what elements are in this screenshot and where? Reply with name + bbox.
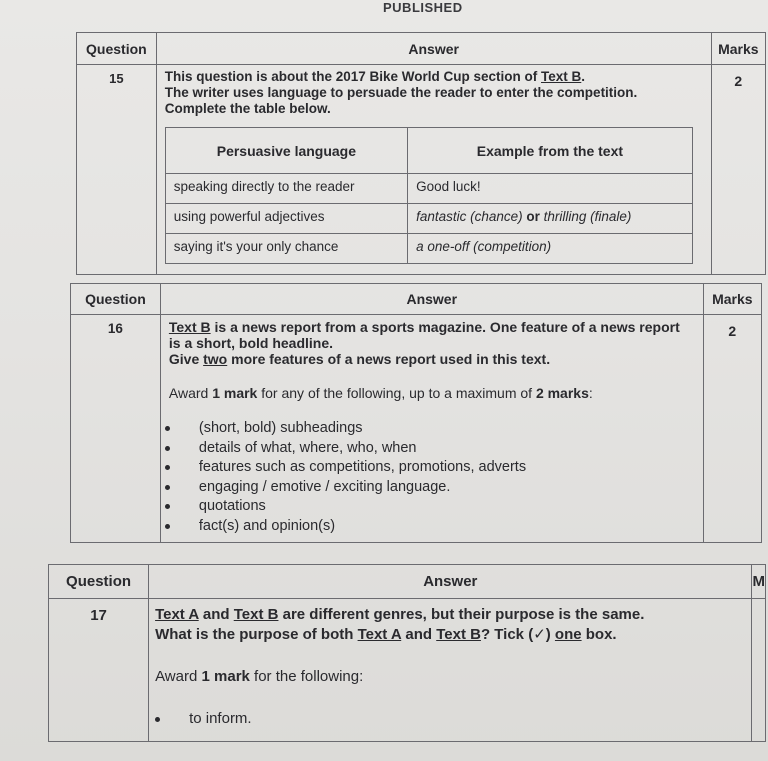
inner-header-row — [165, 128, 692, 174]
list-item: (short, bold) subheadings — [199, 419, 693, 439]
list-item: details of what, where, who, when — [199, 439, 693, 459]
persuasive-language-table — [165, 127, 693, 264]
marks-column-header: Marks — [711, 33, 765, 65]
list-item: to inform. — [189, 709, 741, 729]
question-number: 17 — [49, 599, 149, 742]
text-b-link: Text B — [541, 69, 582, 84]
award-instruction: Award 1 mark for the following: — [155, 668, 364, 685]
answer-column-header: Answer — [156, 33, 711, 65]
question-17-table — [48, 564, 766, 742]
list-item: features such as competitions, promotions, adverts — [199, 458, 693, 478]
question-prompt-line1: Text A and Text B are different genres, but their purpose is the same. — [155, 606, 645, 623]
award-instruction: Award 1 mark for any of the following, up to a maximum of 2 marks: — [168, 385, 593, 401]
example-cell: a one-off (competition) — [408, 234, 693, 264]
marks-column-header: M — [752, 565, 766, 599]
question-column-header: Question — [71, 284, 161, 315]
answer-cell — [160, 315, 703, 543]
question-prompt-line1: This question is about the 2017 Bike World Cup section of Text B. — [164, 69, 586, 84]
example-cell: fantastic (chance) or thrilling (finale) — [408, 204, 693, 234]
answer-cell — [149, 599, 752, 742]
question-prompt-line2: The writer uses language to persuade the reader to enter the competition. — [164, 85, 638, 100]
table-row — [165, 174, 692, 204]
table-header-row — [77, 33, 766, 65]
published-header: PUBLISHED — [383, 0, 463, 15]
example-cell: Good luck! — [408, 174, 693, 204]
list-item: engaging / emotive / exciting language. — [199, 478, 693, 498]
text-b-link: Text B — [168, 319, 211, 335]
question-prompt-line1: Text B is a news report from a sports magazine. One feature of a news report is a short, bold headline. — [168, 319, 680, 351]
list-item: fact(s) and opinion(s) — [199, 517, 693, 537]
table-row — [165, 204, 692, 234]
question-15-table — [76, 32, 766, 275]
technique-cell: speaking directly to the reader — [165, 174, 407, 204]
list-item: quotations — [199, 497, 693, 517]
answer-column-header: Answer — [149, 565, 752, 599]
table-header-row — [71, 284, 762, 315]
text-b-link: Text B — [233, 606, 279, 623]
question-number: 16 — [71, 315, 161, 543]
table-row — [165, 234, 692, 264]
text-a-link: Text A — [155, 606, 199, 623]
question-prompt-line2: What is the purpose of both Text A and Text B? Tick (✓) one box. — [155, 626, 617, 643]
question-16-table — [70, 283, 762, 543]
marks-value: 2 — [711, 65, 765, 275]
answer-cell — [156, 65, 711, 275]
question-prompt-line2: Give two more features of a news report used in this text. — [168, 351, 551, 367]
marks-value: 2 — [703, 315, 761, 543]
marks-value — [752, 599, 766, 742]
answer-column-header: Answer — [160, 284, 703, 315]
example-header: Example from the text — [408, 128, 693, 174]
question-number: 15 — [77, 65, 157, 275]
persuasive-language-header: Persuasive language — [165, 128, 407, 174]
technique-cell: using powerful adjectives — [165, 204, 407, 234]
question-row — [77, 65, 766, 275]
question-row — [49, 599, 766, 742]
question-prompt-line3: Complete the table below. — [164, 101, 331, 116]
marks-column-header: Marks — [703, 284, 761, 315]
technique-cell: saying it's your only chance — [165, 234, 407, 264]
table-header-row — [49, 565, 766, 599]
answer-bullet-list — [199, 419, 693, 536]
question-row — [71, 315, 762, 543]
question-column-header: Question — [49, 565, 149, 599]
question-column-header: Question — [77, 33, 157, 65]
answer-bullet-list — [189, 709, 741, 729]
